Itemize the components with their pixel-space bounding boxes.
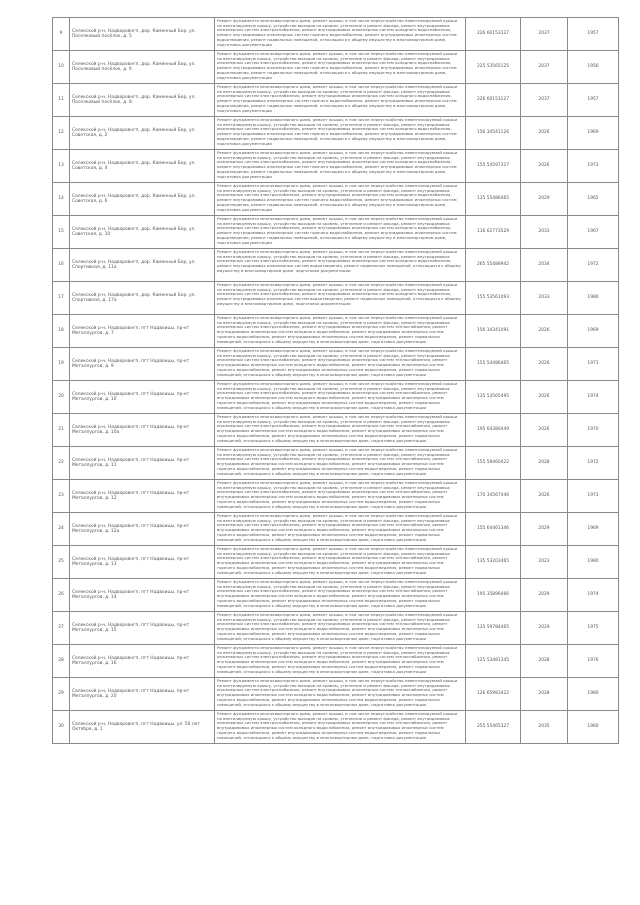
repair-year-cell: 2035	[521, 711, 568, 744]
build-year-cell: 1967	[568, 216, 619, 249]
row-number: 21	[53, 414, 70, 447]
work-list-cell: Ремонт фундамента многоквартирного дома, ремонт крыши, в том числе переустройство невентилируемой крыши на вентилируемую крышу, устройство выходов на кровлю, утепление и ремонт фасада, ремонт внутридомовых инженерных систем электроснабжения, ремонт внутридомовых инженерных систем теплоснабжения, ремонт внутридомовых инженерных систем холодного водоснабжения, ремонт внутридомовых инженерных систем горячего водоснабжения, ремонт внутридомовых инженерных систем водоотведения, ремонт подвальных помещений, относящихся к общему имуществу в многоквартирном доме, подготовка документации	[215, 348, 466, 381]
build-year-cell: 1965	[568, 183, 619, 216]
address-cell: Селекской р-н, Надворовнгп, дор. Каменный Бор, ул. Советская, д. 2	[70, 117, 215, 150]
cost-cell: 265 55488942	[466, 249, 521, 282]
address-cell: Селекской р-н, Надворовнгп, дор. Каменный Бор, ул. Поселковый посёлок, д. 5	[70, 18, 215, 51]
cost-cell: 125 53481345	[466, 645, 521, 678]
repair-year-cell: 2026	[521, 414, 568, 447]
address-cell: Селекской р-н, Надворовнгп, пгт Надвоицы, пр-кт Металлургов, д. 10	[70, 381, 215, 414]
address-cell: Селекской р-н, Надворовнгп, дор. Каменный Бор, ул. Советская, д. 4	[70, 150, 215, 183]
row-number: 27	[53, 612, 70, 645]
row-number: 25	[53, 546, 70, 579]
work-list-cell: Ремонт фундамента многоквартирного дома, ремонт крыши, в том числе переустройство невентилируемой крыши на вентилируемую крышу, устройство выходов на кровлю, утепление и ремонт фасада, ремонт внутридомовых инженерных систем электроснабжения, ремонт внутридомовых инженерных систем теплоснабжения, ремонт внутридомовых инженерных систем холодного водоснабжения, ремонт внутридомовых инженерных систем горячего водоснабжения, ремонт внутридомовых инженерных систем водоотведения, ремонт подвальных помещений, относящихся к общему имуществу в многоквартирном доме, подготовка документации	[215, 711, 466, 744]
row-number: 26	[53, 579, 70, 612]
work-list-cell: Ремонт фундамента многоквартирного дома, ремонт крыши, в том числе переустройство невентилируемой крыши на вентилируемую крышу, устройство выходов на кровлю, утепление и ремонт фасада, ремонт внутридомовых инженерных систем электроснабжения, ремонт внутридомовых инженерных систем холодного водоснабжения, ремонт внутридомовых инженерных систем горячего водоснабжения, ремонт внутридомовых инженерных систем водоотведения, ремонт подвальных помещений, относящихся к общему имуществу в многоквартирном доме, подготовка документации	[215, 51, 466, 84]
build-year-cell: 1969	[568, 315, 619, 348]
table-body	[53, 18, 619, 744]
build-year-cell: 1980	[568, 546, 619, 579]
row-number: 12	[53, 117, 70, 150]
build-year-cell: 1971	[568, 348, 619, 381]
build-year-cell: 1969	[568, 117, 619, 150]
cost-cell: 226 60153127	[466, 84, 521, 117]
table-row	[53, 480, 619, 513]
address-cell: Селекской р-н, Надворовнгп, дор. Каменный Бор, ул. Поселковый посёлок, д. 8	[70, 84, 215, 117]
address-cell: Селекской р-н, Надворовнгп, дор. Каменный Бор, ул. Советская, д. 6	[70, 183, 215, 216]
address-cell: Селекской р-н, Надворовнгп, пгт Надвоицы, пр-кт Металлургов, д. 16	[70, 645, 215, 678]
table-row	[53, 579, 619, 612]
build-year-cell: 1957	[568, 18, 619, 51]
build-year-cell: 1956	[568, 51, 619, 84]
row-number: 9	[53, 18, 70, 51]
build-year-cell: 1969	[568, 513, 619, 546]
work-list-cell: Ремонт фундамента многоквартирного дома, ремонт крыши, в том числе переустройство невентилируемой крыши на вентилируемую крышу, устройство выходов на кровлю, утепление и ремонт фасада, ремонт внутридомовых инженерных систем электроснабжения, ремонт внутридомовых инженерных систем холодного водоснабжения, ремонт внутридомовых инженерных систем горячего водоснабжения, ремонт внутридомовых инженерных систем водоотведения, ремонт подвальных помещений, относящихся к общему имуществу в многоквартирном доме, подготовка документации	[215, 183, 466, 216]
build-year-cell: 1957	[568, 84, 619, 117]
build-year-cell: 1986	[568, 282, 619, 315]
address-cell: Селекской р-н, Надворовнгп, пгт Надвоицы, пр-кт Металлургов, д. 15	[70, 612, 215, 645]
repair-year-cell: 2026	[521, 117, 568, 150]
document-page	[52, 17, 599, 744]
table-row	[53, 150, 619, 183]
work-list-cell: Ремонт фундамента многоквартирного дома, ремонт крыши, в том числе переустройство невентилируемой крыши на вентилируемую крышу, устройство выходов на кровлю, утепление и ремонт фасада, ремонт внутридомовых инженерных систем электроснабжения, ремонт внутридомовых инженерных систем теплоснабжения, ремонт внутридомовых инженерных систем холодного водоснабжения, ремонт внутридомовых инженерных систем горячего водоснабжения, ремонт внутридомовых инженерных систем водоотведения, ремонт подвальных помещений, относящихся к общему имуществу в многоквартирном доме, подготовка документации	[215, 546, 466, 579]
work-list-cell: Ремонт фундамента многоквартирного дома, ремонт крыши, в том числе переустройство невентилируемой крыши на вентилируемую крышу, устройство выходов на кровлю, утепление и ремонт фасада, ремонт внутридомовых инженерных систем электроснабжения, ремонт внутридомовых инженерных систем теплоснабжения, ремонт внутридомовых инженерных систем холодного водоснабжения, ремонт внутридомовых инженерных систем горячего водоснабжения, ремонт внутридомовых инженерных систем водоотведения, ремонт подвальных помещений, относящихся к общему имуществу в многоквартирном доме, подготовка документации	[215, 447, 466, 480]
row-number: 13	[53, 150, 70, 183]
repair-year-cell: 2029	[521, 513, 568, 546]
address-cell: Селекской р-н, Надворовнгп, пгт Надвоицы, пр-кт Металлургов, д. 9	[70, 348, 215, 381]
repair-year-cell: 2037	[521, 51, 568, 84]
address-cell: Селекской р-н, Надворовнгп, пгт Надвоицы, пр-кт Металлургов, д. 7	[70, 315, 215, 348]
cost-cell: 135 55486465	[466, 183, 521, 216]
cost-cell: 155 54597327	[466, 150, 521, 183]
build-year-cell: 1974	[568, 381, 619, 414]
cost-cell: 155 54486465	[466, 348, 521, 381]
repair-year-cell: 2026	[521, 348, 568, 381]
row-number: 11	[53, 84, 70, 117]
row-number: 28	[53, 645, 70, 678]
row-number: 19	[53, 348, 70, 381]
build-year-cell: 1972	[568, 447, 619, 480]
row-number: 17	[53, 282, 70, 315]
work-list-cell: Ремонт фундамента многоквартирного дома, ремонт крыши, в том числе переустройство невентилируемой крыши на вентилируемую крышу, устройство выходов на кровлю, утепление и ремонт фасада, ремонт внутридомовых инженерных систем электроснабжения, ремонт внутридомовых инженерных систем холодного водоснабжения, ремонт внутридомовых инженерных систем водоотведения, ремонт подвальных помещений, относящихся к общему имуществу в многоквартирном доме, подготовка документации	[215, 282, 466, 315]
row-number: 24	[53, 513, 70, 546]
work-list-cell: Ремонт фундамента многоквартирного дома, ремонт крыши, в том числе переустройство невентилируемой крыши на вентилируемую крышу, устройство выходов на кровлю, утепление и ремонт фасада, ремонт внутридомовых инженерных систем электроснабжения, ремонт внутридомовых инженерных систем холодного водоснабжения, ремонт внутридомовых инженерных систем горячего водоснабжения, ремонт внутридомовых инженерных систем водоотведения, ремонт подвальных помещений, относящихся к общему имуществу в многоквартирном доме, подготовка документации	[215, 117, 466, 150]
table-row	[53, 18, 619, 51]
work-list-cell: Ремонт фундамента многоквартирного дома, ремонт крыши, в том числе переустройство невентилируемой крыши на вентилируемую крышу, устройство выходов на кровлю, утепление и ремонт фасада, ремонт внутридомовых инженерных систем электроснабжения, ремонт внутридомовых инженерных систем холодного водоснабжения, ремонт внутридомовых инженерных систем горячего водоснабжения, ремонт внутридомовых инженерных систем водоотведения, ремонт подвальных помещений, относящихся к общему имуществу в многоквартирном доме, подготовка документации	[215, 216, 466, 249]
repair-year-cell: 2028	[521, 678, 568, 711]
address-cell: Селекской р-н, Надворовнгп, пгт Надвоицы, пр-кт Металлургов, д. 12а	[70, 513, 215, 546]
build-year-cell: 1976	[568, 645, 619, 678]
row-number: 16	[53, 249, 70, 282]
table-row	[53, 513, 619, 546]
build-year-cell: 1960	[568, 711, 619, 744]
address-cell: Селекской р-н, Надворовнгп, пгт Надвоицы, пр-кт Металлургов, д. 11	[70, 447, 215, 480]
table-row	[53, 711, 619, 744]
work-list-cell: Ремонт фундамента многоквартирного дома, ремонт крыши, в том числе переустройство невентилируемой крыши на вентилируемую крышу, устройство выходов на кровлю, утепление и ремонт фасада, ремонт внутридомовых инженерных систем электроснабжения, ремонт внутридомовых инженерных систем теплоснабжения, ремонт внутридомовых инженерных систем холодного водоснабжения, ремонт внутридомовых инженерных систем горячего водоснабжения, ремонт внутридомовых инженерных систем водоотведения, ремонт подвальных помещений, относящихся к общему имуществу в многоквартирном доме, подготовка документации	[215, 414, 466, 447]
table-row	[53, 315, 619, 348]
cost-cell: 155 64461346	[466, 513, 521, 546]
repair-year-cell: 2026	[521, 480, 568, 513]
cost-cell: 156 34541126	[466, 117, 521, 150]
row-number: 18	[53, 315, 70, 348]
cost-cell: 195 35896466	[466, 579, 521, 612]
cost-cell: 195 64380449	[466, 414, 521, 447]
table-row	[53, 678, 619, 711]
row-number: 29	[53, 678, 70, 711]
address-cell: Селекской р-н, Надворовнгп, пгт Надвоицы, пр-кт Металлургов, д. 14	[70, 579, 215, 612]
repair-year-cell: 2029	[521, 183, 568, 216]
cost-cell: 226 60153127	[466, 18, 521, 51]
cost-cell: 255 55465327	[466, 711, 521, 744]
table-row	[53, 216, 619, 249]
repair-year-cell: 2026	[521, 150, 568, 183]
row-number: 20	[53, 381, 70, 414]
table-row	[53, 348, 619, 381]
repair-year-cell: 2026	[521, 381, 568, 414]
repair-year-cell: 2037	[521, 84, 568, 117]
table-row	[53, 546, 619, 579]
table-row	[53, 645, 619, 678]
cost-cell: 156 34341091	[466, 315, 521, 348]
row-number: 23	[53, 480, 70, 513]
work-list-cell: Ремонт фундамента многоквартирного дома, ремонт крыши, в том числе переустройство невентилируемой крыши на вентилируемую крышу, устройство выходов на кровлю, утепление и ремонт фасада, ремонт внутридомовых инженерных систем электроснабжения, ремонт внутридомовых инженерных систем теплоснабжения, ремонт внутридомовых инженерных систем холодного водоснабжения, ремонт внутридомовых инженерных систем горячего водоснабжения, ремонт внутридомовых инженерных систем водоотведения, ремонт подвальных помещений, относящихся к общему имуществу в многоквартирном доме, подготовка документации	[215, 480, 466, 513]
repair-year-cell: 2028	[521, 645, 568, 678]
address-cell: Селекской р-н, Надворовнгп, пгт Надвоицы, пр-кт Металлургов, д. 10а	[70, 414, 215, 447]
build-year-cell: 1980	[568, 678, 619, 711]
repair-year-cell: 2028	[521, 447, 568, 480]
repair-program-table	[52, 17, 619, 744]
cost-cell: 135 53565495	[466, 381, 521, 414]
cost-cell: 116 62773529	[466, 216, 521, 249]
cost-cell: 170 34567446	[466, 480, 521, 513]
row-number: 15	[53, 216, 70, 249]
build-year-cell: 1974	[568, 579, 619, 612]
repair-year-cell: 2033	[521, 216, 568, 249]
table-row	[53, 51, 619, 84]
row-number: 30	[53, 711, 70, 744]
work-list-cell: Ремонт фундамента многоквартирного дома, ремонт крыши, в том числе переустройство невентилируемой крыши на вентилируемую крышу, устройство выходов на кровлю, утепление и ремонт фасада, ремонт внутридомовых инженерных систем электроснабжения, ремонт внутридомовых инженерных систем теплоснабжения, ремонт внутридомовых инженерных систем холодного водоснабжения, ремонт внутридомовых инженерных систем горячего водоснабжения, ремонт внутридомовых инженерных систем водоотведения, ремонт подвальных помещений, относящихся к общему имуществу в многоквартирном доме, подготовка документации	[215, 612, 466, 645]
row-number: 14	[53, 183, 70, 216]
work-list-cell: Ремонт фундамента многоквартирного дома, ремонт крыши, в том числе переустройство невентилируемой крыши на вентилируемую крышу, устройство выходов на кровлю, утепление и ремонт фасада, ремонт внутридомовых инженерных систем электроснабжения, ремонт внутридомовых инженерных систем холодного водоснабжения, ремонт внутридомовых инженерных систем горячего водоснабжения, ремонт внутридомовых инженерных систем водоотведения, ремонт подвальных помещений, относящихся к общему имуществу в многоквартирном доме, подготовка документации	[215, 18, 466, 51]
work-list-cell: Ремонт фундамента многоквартирного дома, ремонт крыши, в том числе переустройство невентилируемой крыши на вентилируемую крышу, устройство выходов на кровлю, утепление и ремонт фасада, ремонт внутридомовых инженерных систем электроснабжения, ремонт внутридомовых инженерных систем теплоснабжения, ремонт внутридомовых инженерных систем холодного водоснабжения, ремонт внутридомовых инженерных систем горячего водоснабжения, ремонт внутридомовых инженерных систем водоотведения, ремонт подвальных помещений, относящихся к общему имуществу в многоквартирном доме, подготовка документации	[215, 645, 466, 678]
table-row	[53, 249, 619, 282]
build-year-cell: 1970	[568, 414, 619, 447]
repair-year-cell: 2034	[521, 249, 568, 282]
work-list-cell: Ремонт фундамента многоквартирного дома, ремонт крыши, в том числе переустройство невентилируемой крыши на вентилируемую крышу, устройство выходов на кровлю, утепление и ремонт фасада, ремонт внутридомовых инженерных систем электроснабжения, ремонт внутридомовых инженерных систем холодного водоснабжения, ремонт внутридомовых инженерных систем горячего водоснабжения, ремонт внутридомовых инженерных систем водоотведения, ремонт подвальных помещений, относящихся к общему имуществу в многоквартирном доме, подготовка документации	[215, 150, 466, 183]
repair-year-cell: 2029	[521, 612, 568, 645]
build-year-cell: 1975	[568, 612, 619, 645]
row-number: 22	[53, 447, 70, 480]
repair-year-cell: 2033	[521, 282, 568, 315]
work-list-cell: Ремонт фундамента многоквартирного дома, ремонт крыши, в том числе переустройство невентилируемой крыши на вентилируемую крышу, устройство выходов на кровлю, утепление и ремонт фасада, ремонт внутридомовых инженерных систем электроснабжения, ремонт внутридомовых инженерных систем теплоснабжения, ремонт внутридомовых инженерных систем холодного водоснабжения, ремонт внутридомовых инженерных систем горячего водоснабжения, ремонт внутридомовых инженерных систем водоотведения, ремонт подвальных помещений, относящихся к общему имуществу в многоквартирном доме, подготовка документации	[215, 315, 466, 348]
table-row	[53, 414, 619, 447]
cost-cell: 126 65983422	[466, 678, 521, 711]
address-cell: Селекской р-н, Надворовнгп, дор. Каменный Бор, ул. Советская, д. 10	[70, 216, 215, 249]
work-list-cell: Ремонт фундамента многоквартирного дома, ремонт крыши, в том числе переустройство невентилируемой крыши на вентилируемую крышу, устройство выходов на кровлю, утепление и ремонт фасада, ремонт внутридомовых инженерных систем электроснабжения, ремонт внутридомовых инженерных систем теплоснабжения, ремонт внутридомовых инженерных систем холодного водоснабжения, ремонт внутридомовых инженерных систем горячего водоснабжения, ремонт внутридомовых инженерных систем водоотведения, ремонт подвальных помещений, относящихся к общему имуществу в многоквартирном доме, подготовка документации	[215, 381, 466, 414]
repair-year-cell: 2037	[521, 18, 568, 51]
row-number: 10	[53, 51, 70, 84]
repair-year-cell: 2029	[521, 579, 568, 612]
work-list-cell: Ремонт фундамента многоквартирного дома, ремонт крыши, в том числе переустройство невентилируемой крыши на вентилируемую крышу, устройство выходов на кровлю, утепление и ремонт фасада, ремонт внутридомовых инженерных систем электроснабжения, ремонт внутридомовых инженерных систем холодного водоснабжения, ремонт внутридомовых инженерных систем водоотведения, ремонт подвальных помещений, относящихся к общему имуществу в многоквартирном доме, подготовка документации	[215, 249, 466, 282]
table-row	[53, 447, 619, 480]
table-row	[53, 183, 619, 216]
repair-year-cell: 2026	[521, 315, 568, 348]
build-year-cell: 1972	[568, 249, 619, 282]
work-list-cell: Ремонт фундамента многоквартирного дома, ремонт крыши, в том числе переустройство невентилируемой крыши на вентилируемую крышу, устройство выходов на кровлю, утепление и ремонт фасада, ремонт внутридомовых инженерных систем электроснабжения, ремонт внутридомовых инженерных систем теплоснабжения, ремонт внутридомовых инженерных систем холодного водоснабжения, ремонт внутридомовых инженерных систем горячего водоснабжения, ремонт внутридомовых инженерных систем водоотведения, ремонт подвальных помещений, относящихся к общему имуществу в многоквартирном доме, подготовка документации	[215, 513, 466, 546]
table-row	[53, 381, 619, 414]
work-list-cell: Ремонт фундамента многоквартирного дома, ремонт крыши, в том числе переустройство невентилируемой крыши на вентилируемую крышу, устройство выходов на кровлю, утепление и ремонт фасада, ремонт внутридомовых инженерных систем электроснабжения, ремонт внутридомовых инженерных систем теплоснабжения, ремонт внутридомовых инженерных систем холодного водоснабжения, ремонт внутридомовых инженерных систем горячего водоснабжения, ремонт внутридомовых инженерных систем водоотведения, ремонт подвальных помещений, относящихся к общему имуществу в многоквартирном доме, подготовка документации	[215, 678, 466, 711]
address-cell: Селекской р-н, Надворовнгп, дор. Каменный Бор, ул. Спортивная, д. 11а	[70, 249, 215, 282]
address-cell: Селекской р-н, Надворовнгп, пгт Надвоицы, пр-кт Металлургов, д. 13	[70, 546, 215, 579]
table-row	[53, 84, 619, 117]
address-cell: Селекской р-н, Надворовнгп, дор. Каменный Бор, ул. Спортивная, д. 17а	[70, 282, 215, 315]
cost-cell: 225 53565125	[466, 51, 521, 84]
work-list-cell: Ремонт фундамента многоквартирного дома, ремонт крыши, в том числе переустройство невентилируемой крыши на вентилируемую крышу, устройство выходов на кровлю, утепление и ремонт фасада, ремонт внутридомовых инженерных систем электроснабжения, ремонт внутридомовых инженерных систем холодного водоснабжения, ремонт внутридомовых инженерных систем горячего водоснабжения, ремонт внутридомовых инженерных систем водоотведения, ремонт подвальных помещений, относящихся к общему имуществу в многоквартирном доме, подготовка документации	[215, 84, 466, 117]
build-year-cell: 1973	[568, 150, 619, 183]
repair-year-cell: 2023	[521, 546, 568, 579]
work-list-cell: Ремонт фундамента многоквартирного дома, ремонт крыши, в том числе переустройство невентилируемой крыши на вентилируемую крышу, устройство выходов на кровлю, утепление и ремонт фасада, ремонт внутридомовых инженерных систем электроснабжения, ремонт внутридомовых инженерных систем теплоснабжения, ремонт внутридомовых инженерных систем холодного водоснабжения, ремонт внутридомовых инженерных систем горячего водоснабжения, ремонт внутридомовых инженерных систем водоотведения, ремонт подвальных помещений, относящихся к общему имуществу в многоквартирном доме, подготовка документации	[215, 579, 466, 612]
table-row	[53, 282, 619, 315]
table-row	[53, 612, 619, 645]
address-cell: Селекской р-н, Надворовнгп, пгт Надвоицы, пр-кт Металлургов, д. 12	[70, 480, 215, 513]
address-cell: Селекской р-н, Надворовнгп, пгт Надвоицы, пр-кт Металлургов, д. 20	[70, 678, 215, 711]
table-row	[53, 117, 619, 150]
address-cell: Селекской р-н, Надворовнгп, дор. Каменный Бор, ул. Поселковый посёлок, д. 6	[70, 51, 215, 84]
build-year-cell: 1973	[568, 480, 619, 513]
address-cell: Селекской р-н, Надворовнгп, пгт Надвоицы, ул. 50 лет Октября, д. 1	[70, 711, 215, 744]
cost-cell: 155 53561093	[466, 282, 521, 315]
cost-cell: 135 59784465	[466, 612, 521, 645]
cost-cell: 135 53203465	[466, 546, 521, 579]
cost-cell: 155 59460422	[466, 447, 521, 480]
